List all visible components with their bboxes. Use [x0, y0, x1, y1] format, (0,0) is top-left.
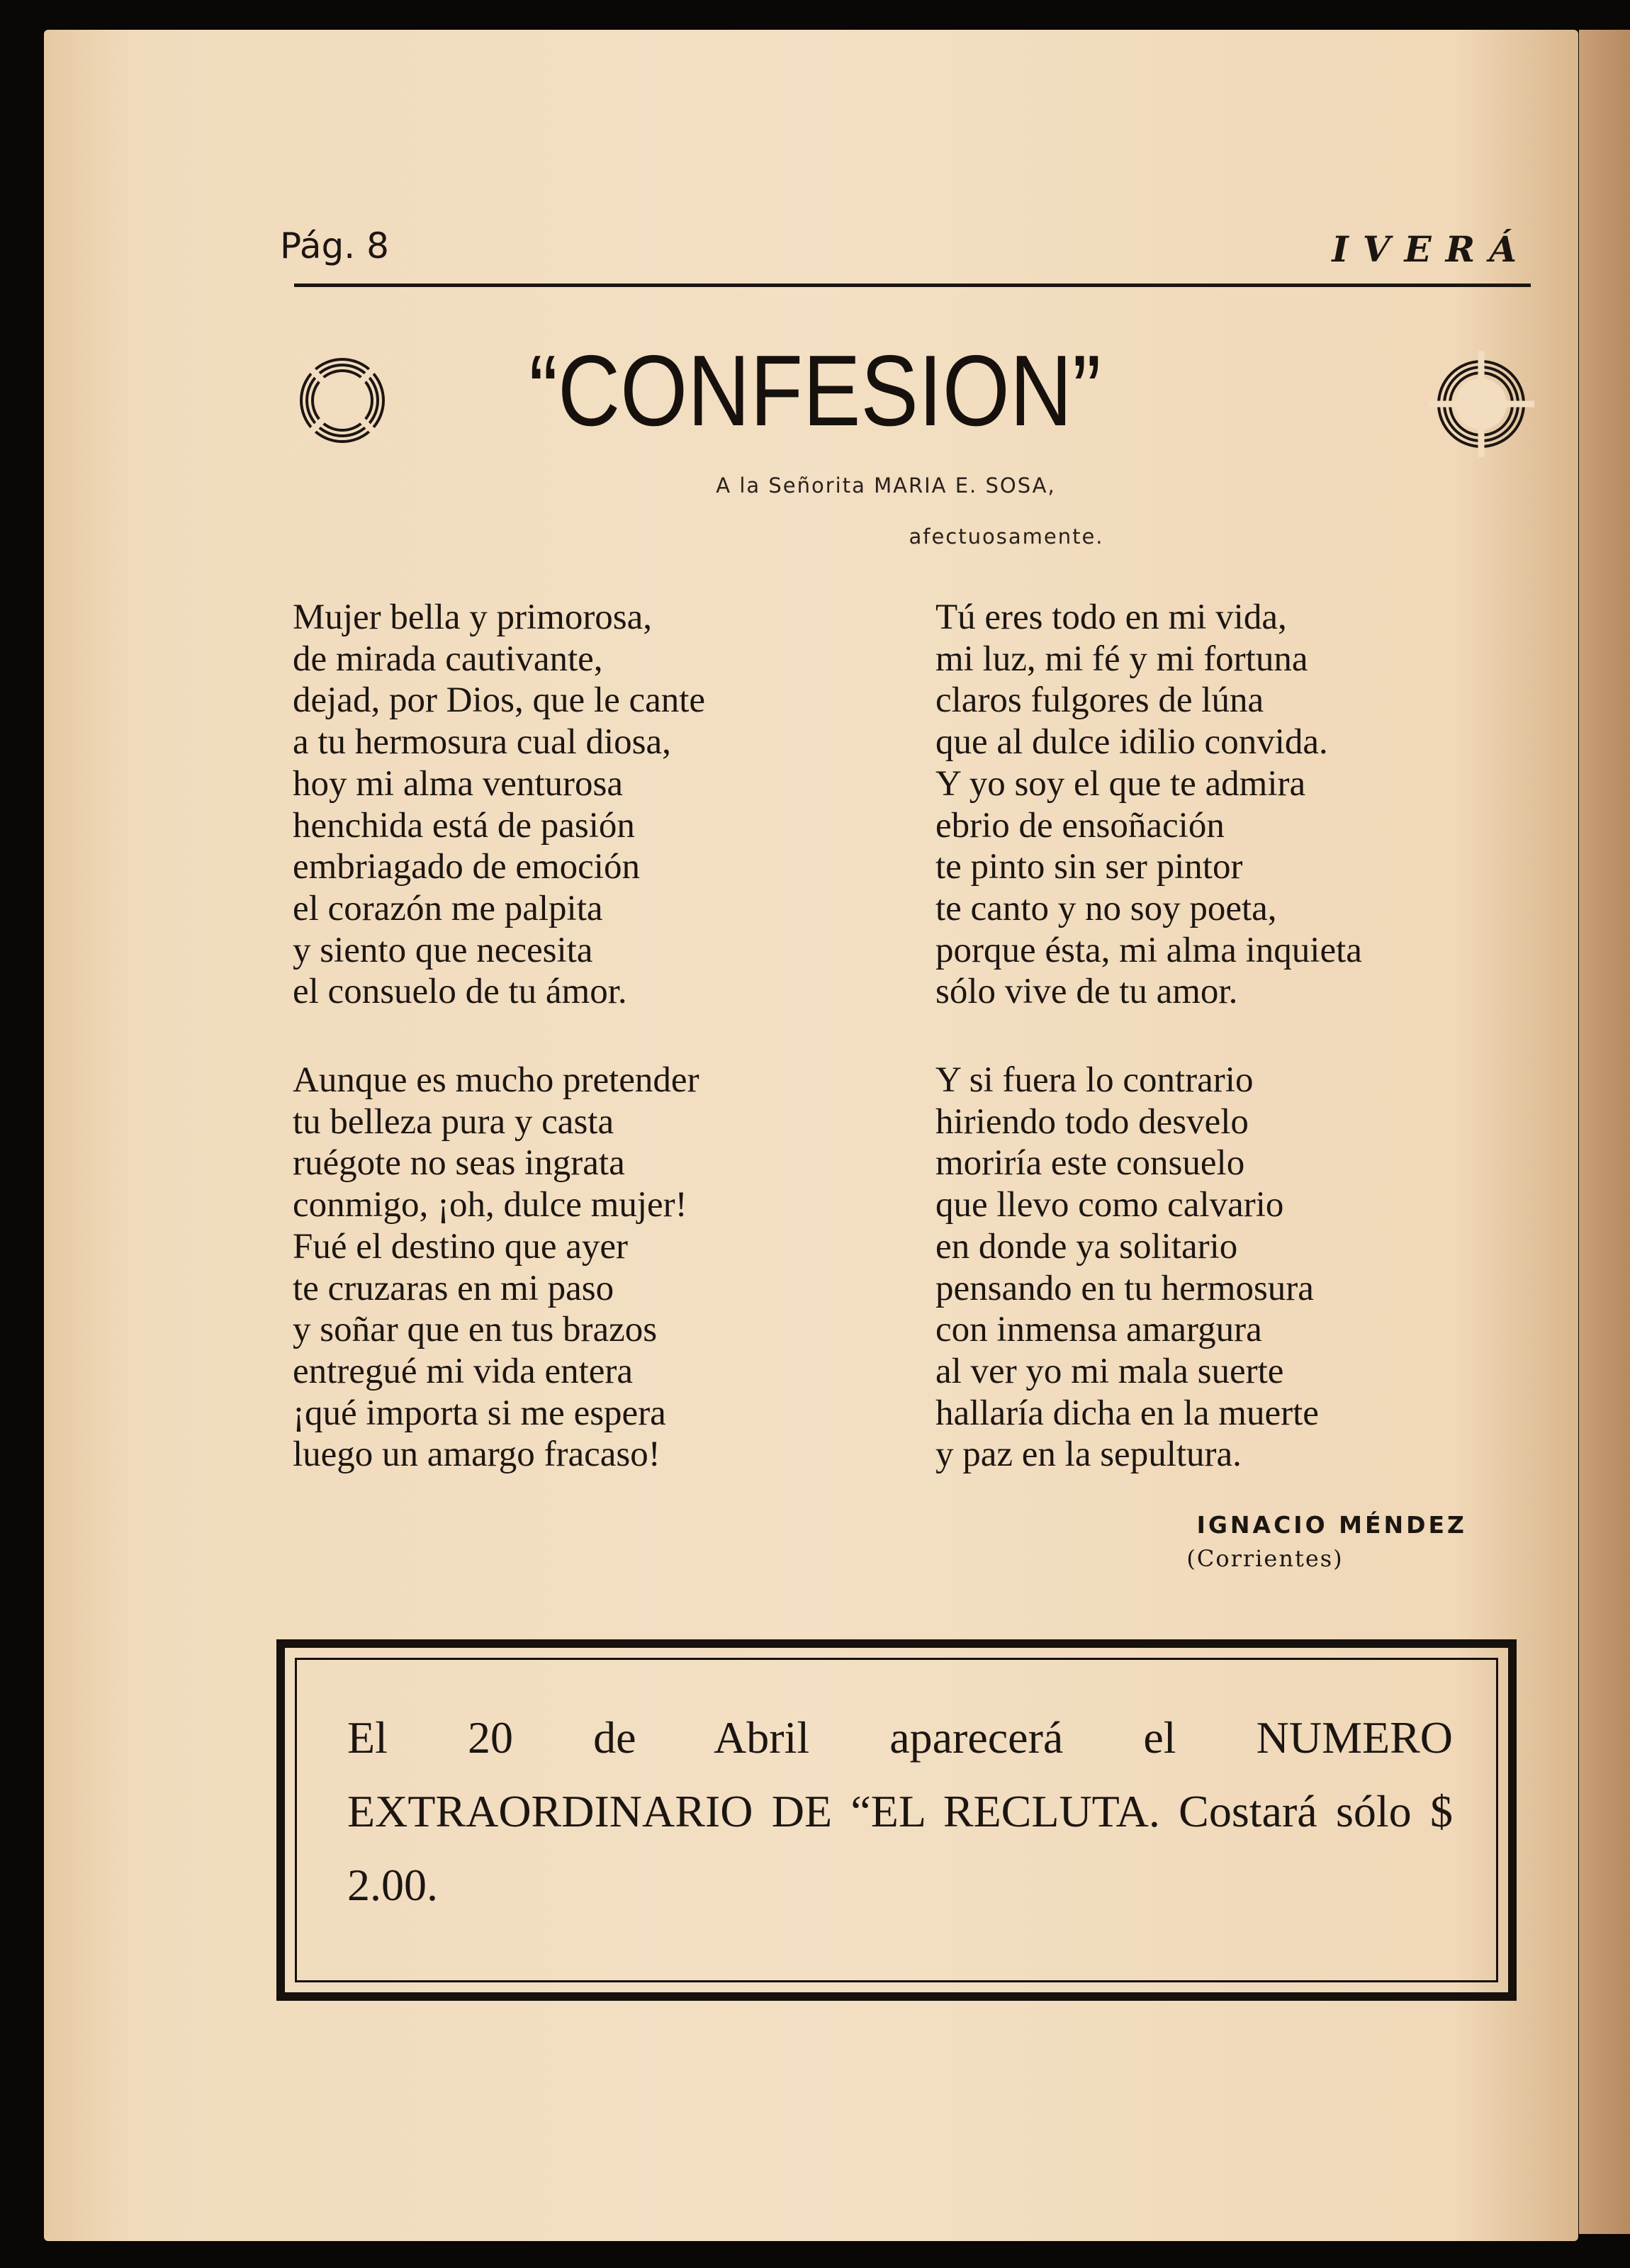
verse-line: Aunque es mucho pretender [293, 1060, 699, 1100]
verse-line: pensando en tu hermosura [935, 1268, 1314, 1308]
author-place: (Corrientes) [1186, 1545, 1344, 1572]
verse-line: mi luz, mi fé y mi fortuna [935, 639, 1308, 679]
verse-line: ¡qué importa si me espera [293, 1393, 666, 1433]
header-rule [294, 284, 1531, 287]
verse-line: a tu hermosura cual diosa, [293, 722, 671, 763]
verse-line: hiriendo todo desvelo [935, 1101, 1249, 1142]
verse-line: y soñar que en tus brazos [293, 1310, 658, 1350]
ring-ornament-icon [289, 347, 395, 454]
dedication: A la Señorita MARIA E. SOSA, [716, 473, 1056, 498]
verse-line: Fué el destino que ayer [293, 1226, 629, 1267]
verse-line: que llevo como calvario [935, 1185, 1284, 1225]
verse-line: el corazón me palpita [293, 888, 603, 928]
verse-line: ebrio de ensoñación [935, 805, 1225, 846]
verse-line: embriagado de emoción [293, 847, 640, 887]
verse-line: Y si fuera lo contrario [935, 1060, 1254, 1100]
verse-line: de mirada cautivante, [293, 639, 603, 679]
verse-line: te pinto sin ser pintor [935, 847, 1243, 887]
verse-line: que al dulce idilio convida. [935, 722, 1328, 763]
ring-ornament-icon [1428, 351, 1534, 457]
publication-name: IVERÁ [1332, 228, 1531, 270]
verse-line: Y yo soy el que te admira [935, 763, 1306, 804]
page-number: Pág. 8 [280, 225, 389, 266]
verse-line: te canto y no soy poeta, [935, 888, 1277, 928]
stanza-2 [293, 1060, 699, 1476]
dedication-closing: afectuosamente. [909, 524, 1104, 549]
verse-line: moriría este consuelo [935, 1143, 1245, 1184]
verse-line: conmigo, ¡oh, dulce mujer! [293, 1185, 687, 1225]
stanza-3 [935, 597, 1362, 1013]
verse-line: sólo vive de tu amor. [935, 972, 1238, 1012]
stanza-1 [293, 597, 705, 1013]
verse-line: henchida está de pasión [293, 805, 635, 846]
verse-line: hoy mi alma venturosa [293, 763, 623, 804]
verse-line: te cruzaras en mi paso [293, 1268, 614, 1308]
verse-line: en donde ya solitario [935, 1226, 1238, 1267]
next-page-edge [1579, 30, 1630, 2234]
verse-line: el consuelo de tu ámor. [293, 972, 627, 1012]
verse-line: y paz en la sepultura. [935, 1435, 1242, 1475]
verse-line: Tú eres todo en mi vida, [935, 597, 1287, 637]
page-header [280, 220, 1531, 291]
author-name: IGNACIO MÉNDEZ [1196, 1511, 1467, 1539]
verse-line: porque ésta, mi alma inquieta [935, 930, 1362, 970]
verse-line: y siento que necesita [293, 930, 593, 970]
verse-line: claros fulgores de lúna [935, 680, 1264, 721]
verse-line: tu belleza pura y casta [293, 1101, 614, 1142]
verse-line: Mujer bella y primorosa, [293, 597, 653, 637]
verse-line: dejad, por Dios, que le cante [293, 680, 706, 721]
stanza-4 [935, 1060, 1319, 1476]
verse-line: luego un amargo fracaso! [293, 1435, 661, 1475]
verse-line: ruégote no seas ingrata [293, 1143, 625, 1184]
verse-line: con inmensa amargura [935, 1310, 1262, 1350]
verse-line: entregué mi vida entera [293, 1351, 634, 1391]
verse-line: hallaría dicha en la muerte [935, 1393, 1319, 1433]
verse-line: al ver yo mi mala suerte [935, 1351, 1284, 1391]
poem-title: “CONFESION” [529, 335, 1101, 447]
notice-text: El 20 de Abril aparecerá el NUMERO EXTRAORDINARIO DE “EL RECLUTA. Costará sólo $ 2.00. [347, 1712, 1453, 1910]
